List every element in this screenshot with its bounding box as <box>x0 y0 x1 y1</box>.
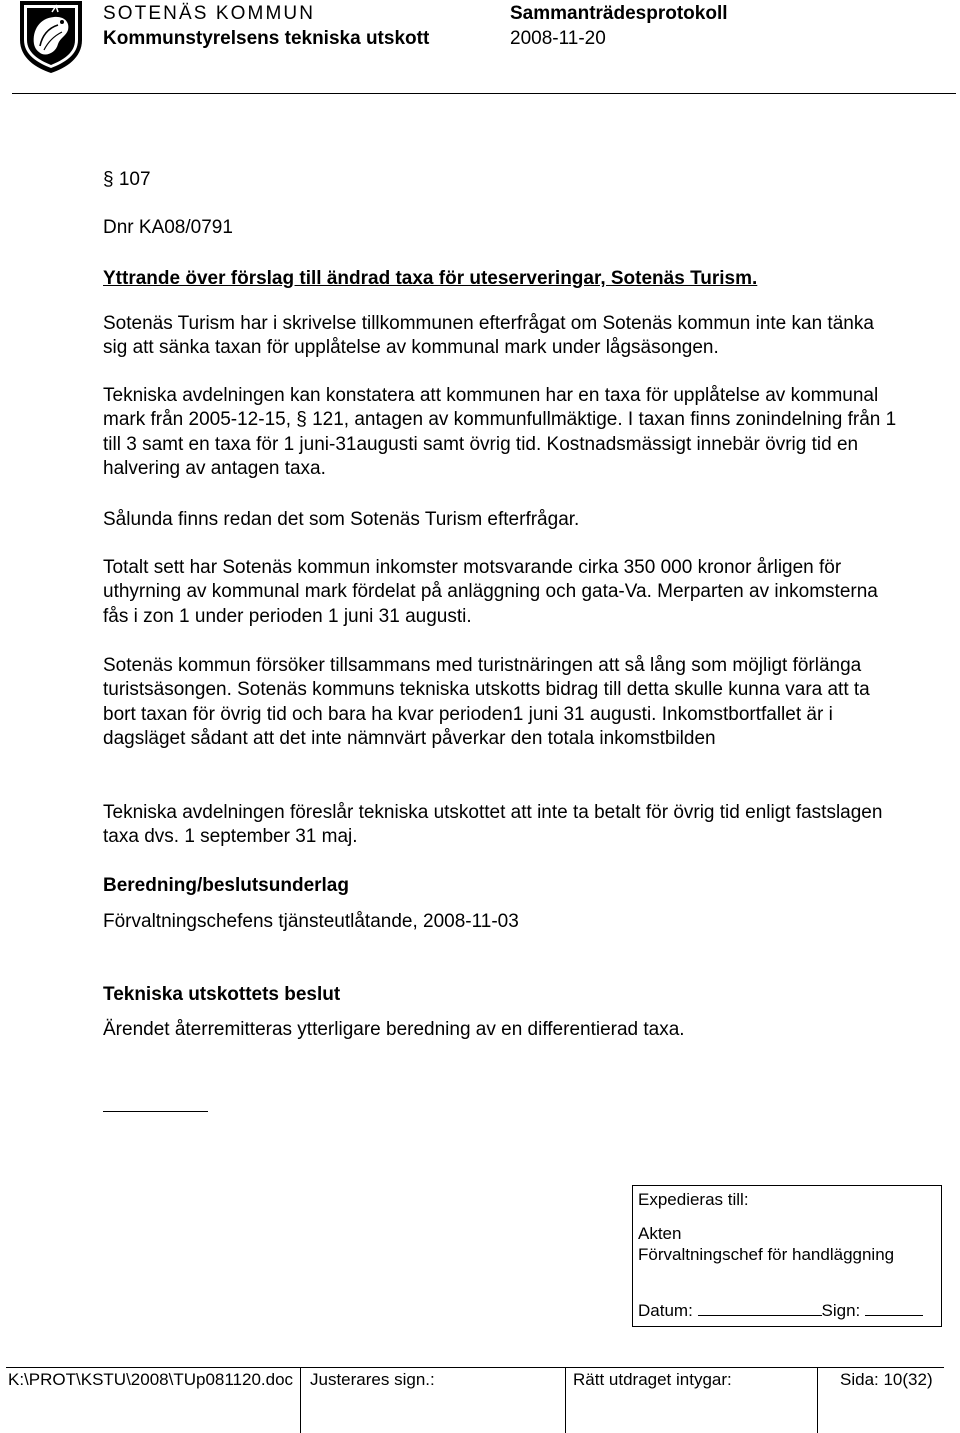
organization-name: SOTENÄS KOMMUN <box>103 3 316 24</box>
page-number: Sida: 10(32) <box>840 1370 933 1389</box>
beredning-text: Förvaltningschefens tjänsteutlåtande, 2008-11-03 <box>103 911 519 932</box>
section-heading: Yttrande över förslag till ändrad taxa för uteserveringar, Sotenäs Turism. <box>103 268 758 289</box>
sign-label: Sign: <box>821 1301 861 1320</box>
body-paragraph: Sotenäs Turism har i skrivelse tillkommunen efterfrågat om Sotenäs kommun inte kan tänka sig att sänka taxan för upplåtelse av kommunal mark under lågsäsongen. <box>103 313 874 359</box>
committee-name: Kommunstyrelsens tekniska utskott <box>103 28 430 49</box>
paragraph-number: § 107 <box>103 169 151 190</box>
justerares-label: Justerares sign.: <box>310 1370 435 1389</box>
document-title: Sammanträdesprotokoll <box>510 3 728 24</box>
datum-sign-row <box>638 1299 923 1321</box>
footer-separator <box>565 1367 566 1433</box>
decision-heading: Tekniska utskottets beslut <box>103 984 341 1005</box>
ratt-utdraget-label: Rätt utdraget intygar: <box>573 1370 732 1389</box>
sign-field <box>865 1299 923 1316</box>
distribution-box <box>632 1185 942 1327</box>
decision-text: Ärendet återremitteras ytterligare beredning av en differentierad taxa. <box>103 1019 685 1040</box>
beredning-heading: Beredning/beslutsunderlag <box>103 875 349 896</box>
header-divider <box>12 93 956 94</box>
datum-field <box>698 1299 822 1316</box>
footer-separator <box>300 1367 301 1433</box>
coat-of-arms-icon <box>18 0 84 74</box>
distribution-label: Expedieras till: <box>638 1190 749 1209</box>
body-paragraph: Totalt sett har Sotenäs kommun inkomster motsvarande cirka 350 000 kronor årligen för uthyrning av kommunal mark fördelat på anläggning och gata-Va. Merparten av inkomsterna fås i zon 1 under perioden 1 juni 31 augusti. <box>103 557 878 627</box>
file-path: K:\PROT\KSTU\2008\TUp081120.doc <box>8 1370 294 1389</box>
body-paragraph: Tekniska avdelningen föreslår tekniska utskottet att inte ta betalt för övrig tid enligt fastslagen taxa dvs. 1 september 31 maj. <box>103 802 883 848</box>
footer-divider <box>6 1367 944 1368</box>
body-paragraph: Tekniska avdelningen kan konstatera att kommunen har en taxa för upplåtelse av kommunal mark från 2005-12-15, § 121, antagen av kommunfullmäktige. I taxan finns zonindelning från 1 till 3 samt en taxa för 1 juni-31augusti samt övrig tid. Kostnadsmässigt innebär övrig tid en halvering av antagen taxa. <box>103 385 897 480</box>
meeting-date: 2008-11-20 <box>510 28 606 49</box>
diary-number: Dnr KA08/0791 <box>103 217 233 238</box>
body-paragraph: Sotenäs kommun försöker tillsammans med turistnäringen att så lång som möjligt förlänga turistsäsongen. Sotenäs kommuns tekniska utskotts bidrag till detta skulle kunna vara att ta bort taxan för övrig tid och bara ha kvar perioden1 juni 31 augusti. Inkomstbortfallet är i dagsläget sådant att det inte nämnvärt påverkar den totala inkomstbilden <box>103 655 870 750</box>
footer-separator <box>817 1367 818 1433</box>
datum-label: Datum: <box>638 1301 693 1320</box>
signature-line <box>103 1111 208 1112</box>
distribution-recipient: Akten <box>638 1224 682 1243</box>
distribution-recipient: Förvaltningschef för handläggning <box>638 1245 895 1264</box>
body-paragraph: Sålunda finns redan det som Sotenäs Turism efterfrågar. <box>103 509 580 530</box>
